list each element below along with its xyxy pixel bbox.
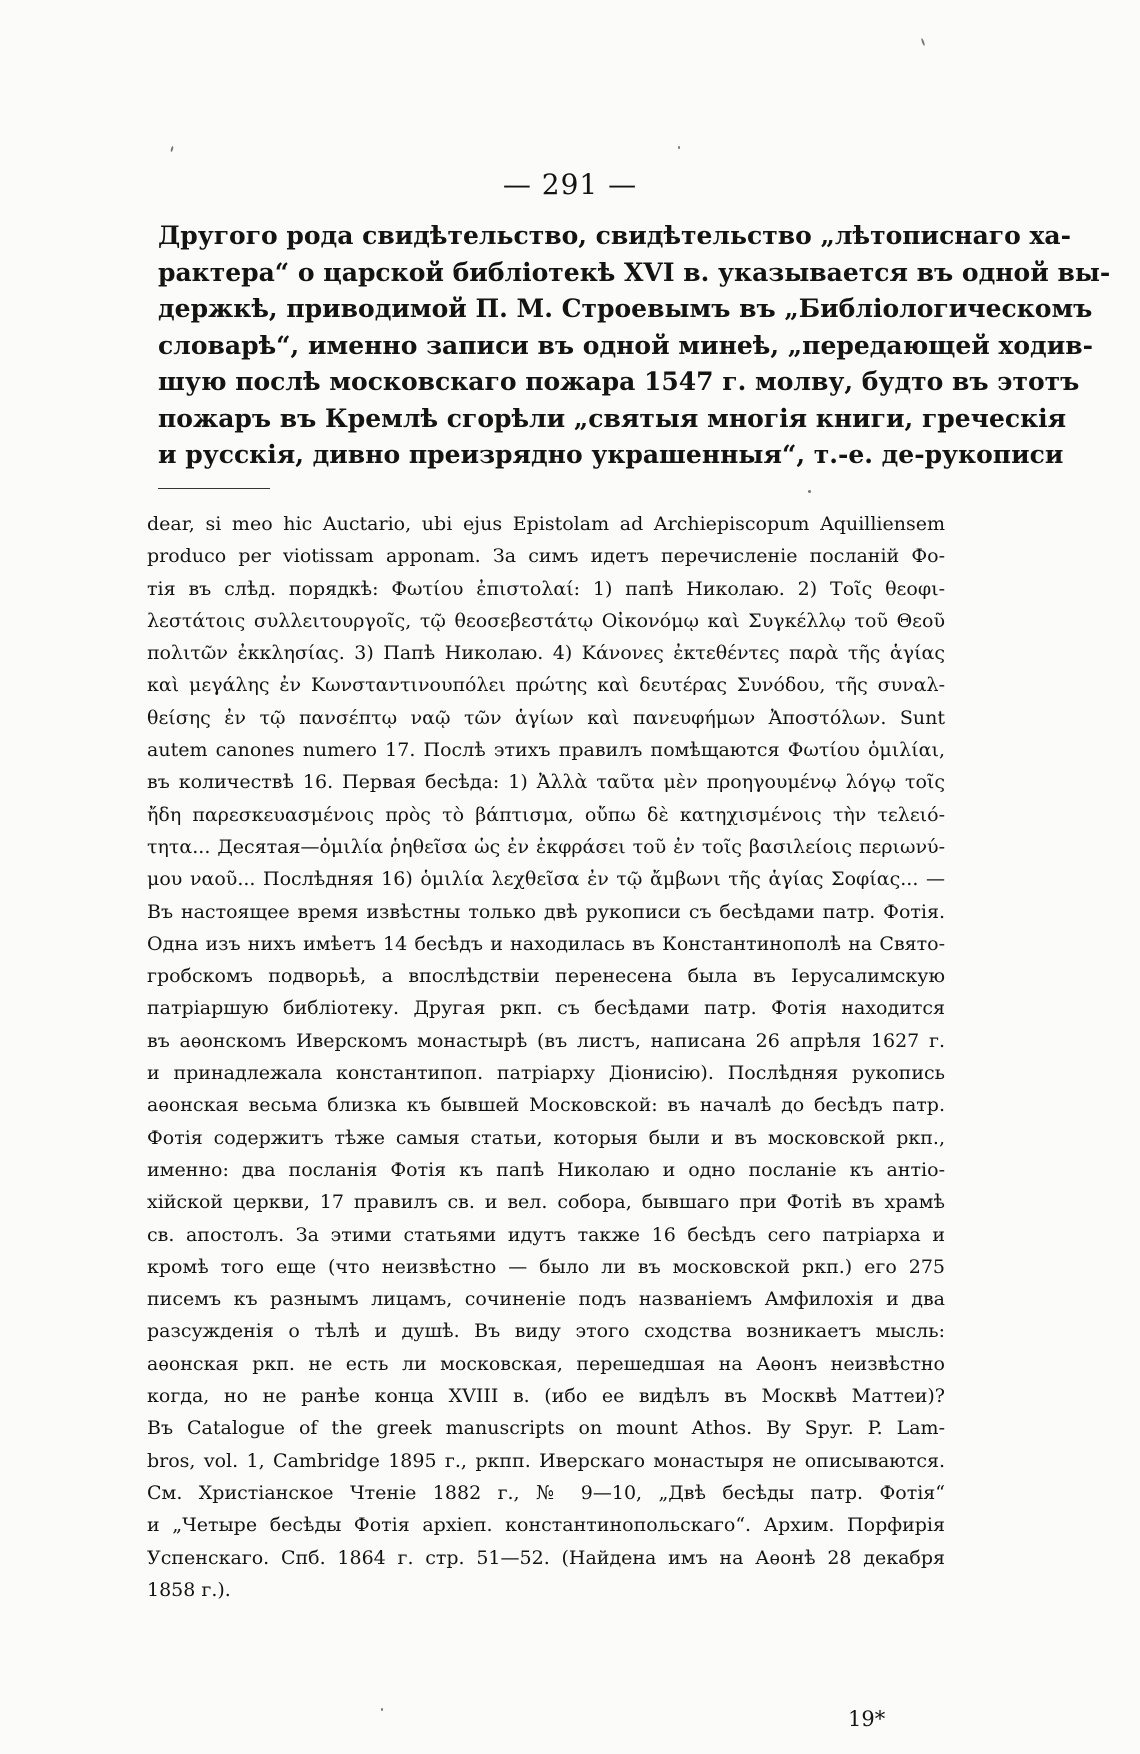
footnote-line: аѳонская ркп. не есть ли московская, перешедшая на Аѳонъ неизвѣстно <box>147 1352 945 1375</box>
footnote-line: когда, но не ранѣе конца XVIII в. (ибо ее видѣлъ въ Москвѣ Маттеи)? <box>147 1385 945 1408</box>
footnote-line: Фотія содержитъ тѣже самыя статьи, которыя были и въ московской ркп., <box>147 1126 945 1149</box>
page-number: — 291 — <box>502 168 638 201</box>
footnote-line: Успенскаго. Спб. 1864 г. стр. 51—52. (Найдена имъ на Аѳонѣ 28 декабря <box>147 1546 945 1569</box>
footnote-line: Одна изъ нихъ имѣетъ 14 бесѣдъ и находилась въ Константинополѣ на Свято- <box>147 932 945 955</box>
footnote-line: въ количествѣ 16. Первая бесѣда: 1) Ἀλλὰ ταῦτα μὲν προηγουμένῳ λόγῳ τοῖς <box>147 771 945 794</box>
footnote-line: ἤδη παρεσκευασμένοις πρὸς τὸ βάπτισμα, οὔπω δὲ κατηχισμένοις τὴν τελειό- <box>147 803 945 826</box>
footnote-line: разсужденія о тѣлѣ и душѣ. Въ виду этого сходства возникаетъ мысль: <box>147 1320 945 1343</box>
main-text-line: шую послѣ московскаго пожара 1547 г. молву, будто въ этотъ <box>158 367 1080 396</box>
signature-mark: 19* <box>848 1707 886 1731</box>
main-text-line: держкѣ, приводимой П. М. Строевымъ въ „Библіологическомъ <box>158 294 1093 323</box>
footnote-separator <box>158 488 270 489</box>
main-text-line: словарѣ“, именно записи въ одной минеѣ, „передающей ходив- <box>158 330 1093 360</box>
footnote-line: 1858 г.). <box>147 1578 231 1601</box>
main-text-line: и русскія, дивно преизрядно украшенныя“, т.-е. де-рукописи <box>158 440 1064 469</box>
footnote-line: гробскомъ подворьѣ, а впослѣдствіи перенесена была въ Іерусалимскую <box>147 965 945 988</box>
footnote-line: autem canones numero 17. Послѣ этихъ правилъ помѣщаются Φωτίου ὁμιλίαι, <box>147 739 945 762</box>
footnote-line: См. Христіанское Чтеніе 1882 г., № 9—10, „Двѣ бесѣды патр. Фотія“ <box>147 1481 945 1504</box>
footnote-line: τητα... Десятая—ὁμιλία ῥηθεῖσα ὡς ἐν ἐκφράσει τοῦ ἐν τοῖς βασιλείοις περιωνύ- <box>147 835 945 858</box>
footnote-line: bros, vol. 1, Cambridge 1895 г., ркпп. Иверскаго монастыря не описываются. <box>147 1449 945 1472</box>
footnote-line: тія въ слѣд. порядкѣ: Φωτίου ἐπιστολαί: 1) папѣ Николаю. 2) Τοῖς θεοφι- <box>147 577 945 600</box>
footnote-line: хійской церкви, 17 правилъ св. и вел. собора, бывшаго при Фотіѣ въ храмѣ <box>147 1191 945 1214</box>
scan-speck <box>921 38 926 46</box>
footnote-line: аѳонская весьма близка къ бывшей Московской: въ началѣ до бесѣдъ патр. <box>147 1094 945 1117</box>
footnote <box>147 508 945 1606</box>
scan-speck <box>808 490 811 493</box>
footnote-line: патріаршую библіотеку. Другая ркп. съ бесѣдами патр. Фотія находится <box>147 997 945 1020</box>
footnote-line: въ аѳонскомъ Иверскомъ монастырѣ (въ листъ, написана 26 апрѣля 1627 г. <box>147 1029 945 1052</box>
main-text-line: Другого рода свидѣтельство, свидѣтельство „лѣтописнаго ха- <box>158 221 1071 250</box>
footnote-line: καὶ μεγάλης ἐν Κωνσταντινουπόλει πρώτης καὶ δευτέρας Συνόδου, τῆς συναλ- <box>147 674 945 697</box>
footnote-line: и „Четыре бесѣды Фотія архіеп. константинопольскаго“. Архим. Порфирія <box>147 1514 945 1537</box>
footnote-line: писемъ къ разнымъ лицамъ, сочиненіе подъ названіемъ Амфилохія и два <box>147 1288 945 1311</box>
footnote-line: dear, si meo hic Auctario, ubi ejus Epistolam ad Archiepiscopum Aquilliensem <box>147 513 945 535</box>
footnote-line: λεστάτοις συλλειτουργοῖς, τῷ θεοσεβεστάτῳ Οἰκονόμῳ καὶ Συγκέλλῳ τοῦ Θεοῦ <box>147 609 945 632</box>
scan-speck <box>678 146 680 149</box>
scan-speck <box>170 146 173 152</box>
scan-speck <box>381 1708 383 1711</box>
footnote-line: Въ настоящее время извѣстны только двѣ рукописи съ бесѣдами патр. Фотія. <box>147 900 945 923</box>
footnote-line: именно: два посланія Фотія къ папѣ Николаю и одно посланіе къ антіо- <box>147 1158 945 1181</box>
main-text <box>158 218 1111 474</box>
main-text-line: пожаръ въ Кремлѣ сгорѣли „святыя многія книги, греческія <box>158 403 1067 433</box>
footnote-line: св. апостолъ. За этими статьями идутъ также 16 бесѣдъ сего патріарха и <box>147 1223 945 1246</box>
main-text-line: рактера“ о царской библіотекѣ XVI в. указывается въ одной вы- <box>158 257 1111 287</box>
footnote-line: кромѣ того еще (что неизвѣстно — было ли въ московской ркп.) его 275 <box>147 1255 945 1278</box>
footnote-line: produco per viotissam apponam. За симъ идетъ перечисленіе посланій Фо- <box>147 545 945 568</box>
footnote-line: Въ Catalogue of the greek manuscripts on mount Athos. By Spyr. P. Lam- <box>147 1417 945 1440</box>
footnote-line: и принадлежала константипоп. патріарху Діонисію). Послѣдняя рукопись <box>147 1062 945 1085</box>
footnote-line: πολιτῶν ἐκκλησίας. 3) Папѣ Николаю. 4) Κάνονες ἐκτεθέντες παρὰ τῆς ἁγίας <box>147 642 945 665</box>
footnote-line: μου ναοῦ... Послѣдняя 16) ὁμιλία λεχθεῖσα ἐν τῷ ἄμβωνι τῆς ἁγίας Σοφίας... — <box>147 868 945 891</box>
footnote-line: θείσης ἐν τῷ πανσέπτῳ ναῷ τῶν ἁγίων καὶ πανευφήμων Ἀποστόλων. Sunt <box>147 706 945 729</box>
